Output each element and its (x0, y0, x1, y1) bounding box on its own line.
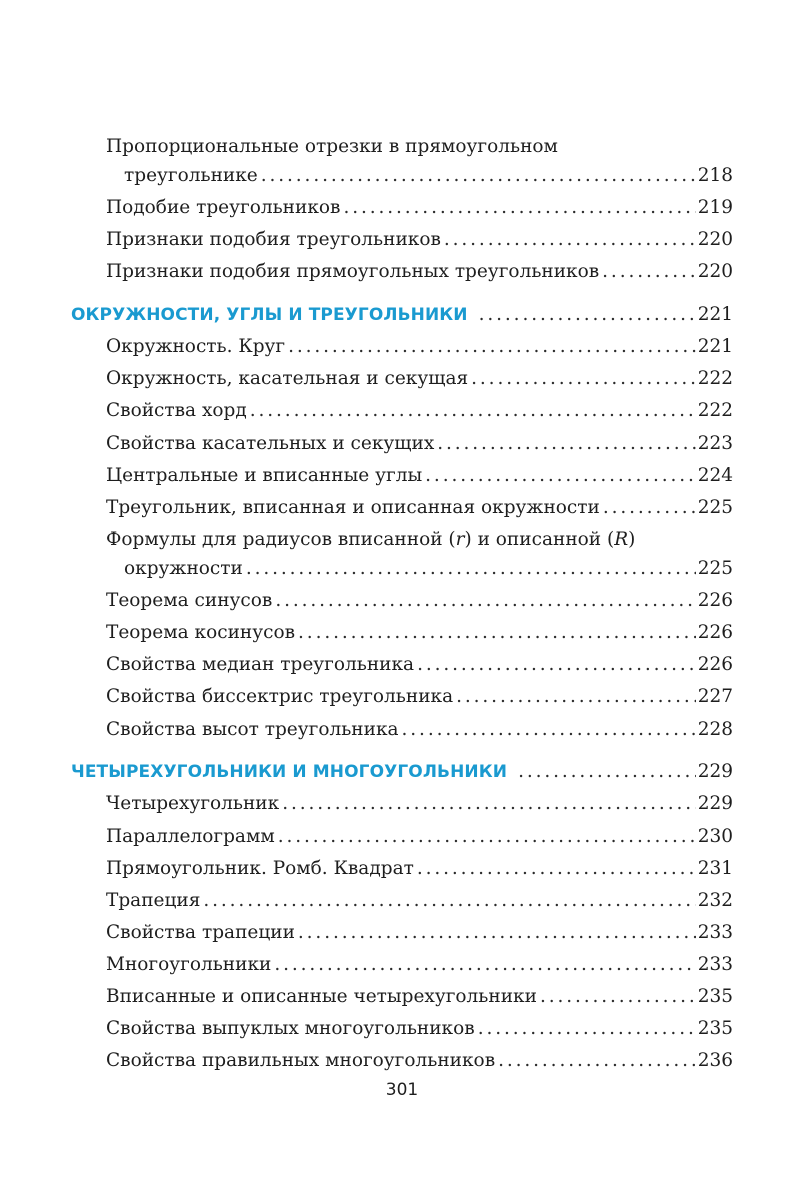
toc-page-number: 230 (697, 826, 733, 847)
toc-item-label: Признаки подобия треугольников (106, 229, 441, 250)
toc-item[interactable] (0, 918, 804, 948)
dot-leader (402, 715, 696, 745)
toc-page-number: 235 (697, 986, 733, 1007)
toc-item-label: Вписанные и описанные четырехугольники (106, 986, 537, 1007)
toc-item[interactable] (0, 364, 804, 394)
toc-page-number: 220 (697, 229, 733, 250)
toc-item[interactable] (0, 650, 804, 680)
dot-leader (478, 1014, 696, 1044)
dot-leader (246, 554, 696, 584)
toc-page-number: 233 (697, 954, 733, 975)
toc-page-number: 222 (697, 368, 733, 389)
toc-item[interactable] (0, 396, 804, 426)
toc-item[interactable] (0, 950, 804, 980)
toc-item-label: Треугольник, вписанная и описанная окружности (106, 497, 600, 518)
toc-item-label: Центральные и вписанные углы (106, 465, 423, 486)
toc-item-label: Окружность. Круг (106, 336, 286, 357)
toc-item-label: Многоугольники (106, 954, 272, 975)
toc-page-number: 225 (697, 497, 733, 518)
dot-leader (250, 396, 696, 426)
toc-page-number: 218 (697, 165, 733, 186)
toc-item[interactable] (0, 854, 804, 884)
toc-item-label: Свойства касательных и секущих (106, 433, 435, 454)
dot-leader (298, 918, 696, 948)
dot-leader (274, 950, 695, 980)
toc-item-similarity-criteria[interactable] (0, 225, 804, 255)
toc-item-label: Свойства правильных многоугольников (106, 1050, 496, 1071)
toc-section-title: ОКРУЖНОСТИ, УГЛЫ И ТРЕУГОЛЬНИКИ (71, 305, 468, 325)
toc-page-number: 224 (697, 465, 733, 486)
dot-leader (275, 586, 695, 616)
toc-item[interactable] (0, 982, 804, 1012)
toc-page-number: 220 (697, 261, 733, 282)
dot-leader (278, 822, 696, 852)
dot-leader (298, 618, 696, 648)
dot-leader (203, 886, 695, 916)
variable-R: R (614, 529, 629, 550)
toc-item-label: окружности (124, 558, 243, 579)
toc-page-number: 226 (697, 590, 733, 611)
toc-item-label: Свойства высот треугольника (106, 719, 399, 740)
dot-leader (261, 161, 696, 191)
toc-item-label: Пропорциональные отрезки в прямоугольном (106, 136, 558, 157)
dot-leader (417, 650, 696, 680)
toc-page-number: 225 (697, 558, 733, 579)
toc-item[interactable] (0, 886, 804, 916)
dot-leader (425, 461, 696, 491)
toc-item[interactable] (0, 429, 804, 459)
toc-item-label: Прямоугольник. Ромб. Квадрат (106, 858, 414, 879)
toc-page-number: 229 (697, 793, 733, 814)
toc-page-number: 229 (697, 761, 733, 782)
toc-section-title: ЧЕТЫРЕХУГОЛЬНИКИ И МНОГОУГОЛЬНИКИ (71, 762, 508, 782)
toc-item-label: Теорема косинусов (106, 622, 296, 643)
toc-item[interactable] (0, 789, 804, 819)
toc-item[interactable] (0, 332, 804, 362)
dot-leader (540, 982, 696, 1012)
dot-leader (498, 1046, 696, 1076)
toc-item-label: Свойства хорд (106, 400, 247, 421)
toc-item[interactable] (0, 1014, 804, 1044)
toc-page-number: 221 (697, 304, 733, 325)
toc-item-label: Свойства выпуклых многоугольников (106, 1018, 475, 1039)
toc-page-number: 222 (697, 400, 733, 421)
page-number: 301 (385, 1080, 419, 1100)
toc-item-label: Теорема синусов (106, 590, 273, 611)
toc-page-number: 228 (697, 719, 733, 740)
toc-item-proportional-segments[interactable] (0, 161, 804, 191)
toc-page-number: 232 (697, 890, 733, 911)
toc-item[interactable] (0, 461, 804, 491)
toc-page-number: 226 (697, 654, 733, 675)
toc-item[interactable] (0, 493, 804, 523)
toc-page-number: 227 (697, 686, 733, 707)
toc-page-number: 233 (697, 922, 733, 943)
dot-leader (288, 332, 696, 362)
toc-item-label: Трапеция (106, 890, 201, 911)
toc-page-number: 226 (697, 622, 733, 643)
toc-section-quadrilaterals[interactable] (0, 757, 804, 787)
variable-r: r (455, 529, 465, 550)
toc-item-label: Подобие треугольников (106, 197, 341, 218)
toc-item-proportional-segments-line1 (0, 132, 804, 162)
toc-page-number: 236 (697, 1050, 733, 1071)
dot-leader (282, 789, 695, 819)
toc-item[interactable] (0, 618, 804, 648)
toc-item-radius-formulas[interactable] (0, 554, 804, 584)
toc-page-number: 221 (697, 336, 733, 357)
toc-page-number: 223 (697, 433, 733, 454)
toc-item[interactable] (0, 586, 804, 616)
dot-leader (471, 364, 696, 394)
toc-section-circles[interactable] (0, 300, 804, 330)
dot-leader (343, 193, 695, 223)
toc-item[interactable] (0, 715, 804, 745)
toc-item-similarity[interactable] (0, 193, 804, 223)
toc-item-label: Параллелограмм (106, 826, 275, 847)
dot-leader (417, 854, 696, 884)
toc-page-number: 235 (697, 1018, 733, 1039)
dot-leader (602, 257, 696, 287)
toc-item[interactable] (0, 682, 804, 712)
toc-page-number: 231 (697, 858, 733, 879)
dot-leader (444, 225, 696, 255)
toc-item-label: Свойства медиан треугольника (106, 654, 415, 675)
toc-item-right-similarity-criteria[interactable] (0, 257, 804, 287)
toc-item-radius-formulas-line1 (0, 525, 804, 555)
dot-leader (518, 757, 696, 787)
toc-item[interactable] (0, 1046, 804, 1076)
dot-leader (479, 300, 696, 330)
toc-item-label: треугольнике (124, 165, 258, 186)
toc-item-label: Признаки подобия прямоугольных треугольников (106, 261, 600, 282)
toc-item[interactable] (0, 822, 804, 852)
dot-leader (437, 429, 695, 459)
toc-item-label: Четырехугольник (106, 793, 280, 814)
toc-page-number: 219 (697, 197, 733, 218)
dot-leader (603, 493, 696, 523)
toc-item-label: Свойства трапеции (106, 922, 295, 943)
dot-leader (456, 682, 696, 712)
toc-item-label: Формулы для радиусов вписанной (r) и описанной (R) (106, 529, 636, 550)
toc-item-label: Окружность, касательная и секущая (106, 368, 469, 389)
toc-item-label: Свойства биссектрис треугольника (106, 686, 454, 707)
